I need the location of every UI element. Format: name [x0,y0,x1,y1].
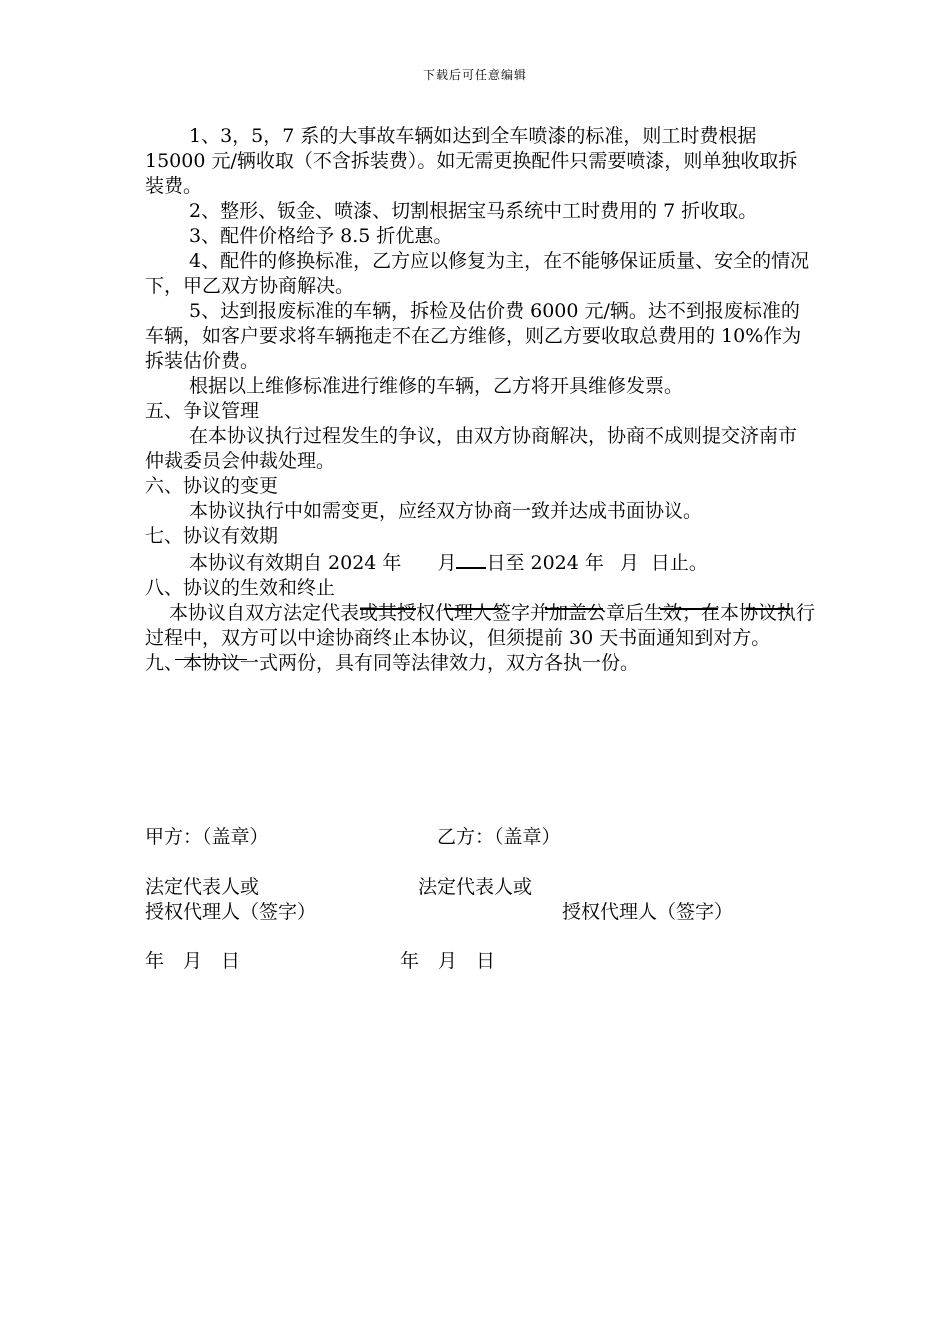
rule-line [360,608,416,610]
rule-line [746,608,790,610]
rule-line [444,608,502,610]
party-b-rep-line2: 授权代理人（签字） [562,901,734,923]
clause-3: 3、配件价格给予 8.5 折优惠。 [189,225,453,247]
strike-through-line [175,659,247,660]
party-a-seal: 甲方：（盖章） [145,826,269,848]
clause-invoice: 根据以上维修标准进行维修的车辆，乙方将开具维修发票。 [189,375,684,397]
validity-month-1: 月 [437,552,457,574]
validity-end: 日止。 [650,552,708,574]
clause-5: 5、达到报废标准的车辆，拆检及估价费 6000 元/辆。达不到报废标准的车辆，如客户要求将车辆拖走不在乙方维修，则乙方要收取总费用的 10%作为拆装估价费。 [145,300,802,372]
page-header-note: 下载后可任意编辑 [422,68,527,82]
party-a-date: 年 月 日 [145,950,241,972]
validity-start: 本协议有效期自 2024 年 [189,552,402,574]
section-5-text: 在本协议执行过程发生的争议，由双方协商解决，协商不成则提交济南市仲裁委员会仲裁处理。 [145,425,798,472]
validity-to: 日至 2024 年 [486,552,604,574]
decorative-rules [360,608,800,612]
party-a-rep-line1: 法定代表人或 [145,876,260,898]
section-8-title: 八、协议的生效和终止 [145,577,336,599]
clause-4: 4、配件的修换标准，乙方应以修复为主，在不能够保证质量、安全的情况下，甲乙双方协商解决。 [145,250,810,297]
rule-line [660,608,718,610]
party-b-seal: 乙方：（盖章） [437,826,561,848]
party-b-rep-line1: 法定代表人或 [418,876,533,898]
validity-month-2: 月 [619,552,639,574]
document-body [145,124,815,676]
party-b-date: 年 月 日 [400,950,496,972]
section-7-title: 七、协议有效期 [145,525,279,547]
clause-1: 1、3，5，7 系的大事故车辆如达到全车喷漆的标准，则工时费根据 15000 元/辆收取（不含拆装费）。如无需更换配件只需要喷漆，则单独收取拆装费。 [145,125,798,197]
section-8-text: 本协议自双方法定代表或其授权代理人签字并加盖公章后生效；在本协议执行过程中，双方可以中途协商终止本协议，但须提前 30 天书面通知到对方。 [145,602,816,649]
section-6-title: 六、协议的变更 [145,475,279,497]
section-9-text: 九、本协议一式两份，具有同等法律效力，双方各执一份。 [145,652,640,674]
clause-2: 2、整形、钣金、喷漆、切割根据宝马系统中工时费用的 7 折收取。 [189,200,758,222]
section-5-title: 五、争议管理 [145,400,260,422]
party-a-rep-line2: 授权代理人（签字） [145,901,317,923]
section-7-text [145,549,815,576]
blank-day-field [456,549,486,569]
section-6-text: 本协议执行中如需变更，应经双方协商一致并达成书面协议。 [189,500,703,522]
rule-line [545,608,603,610]
